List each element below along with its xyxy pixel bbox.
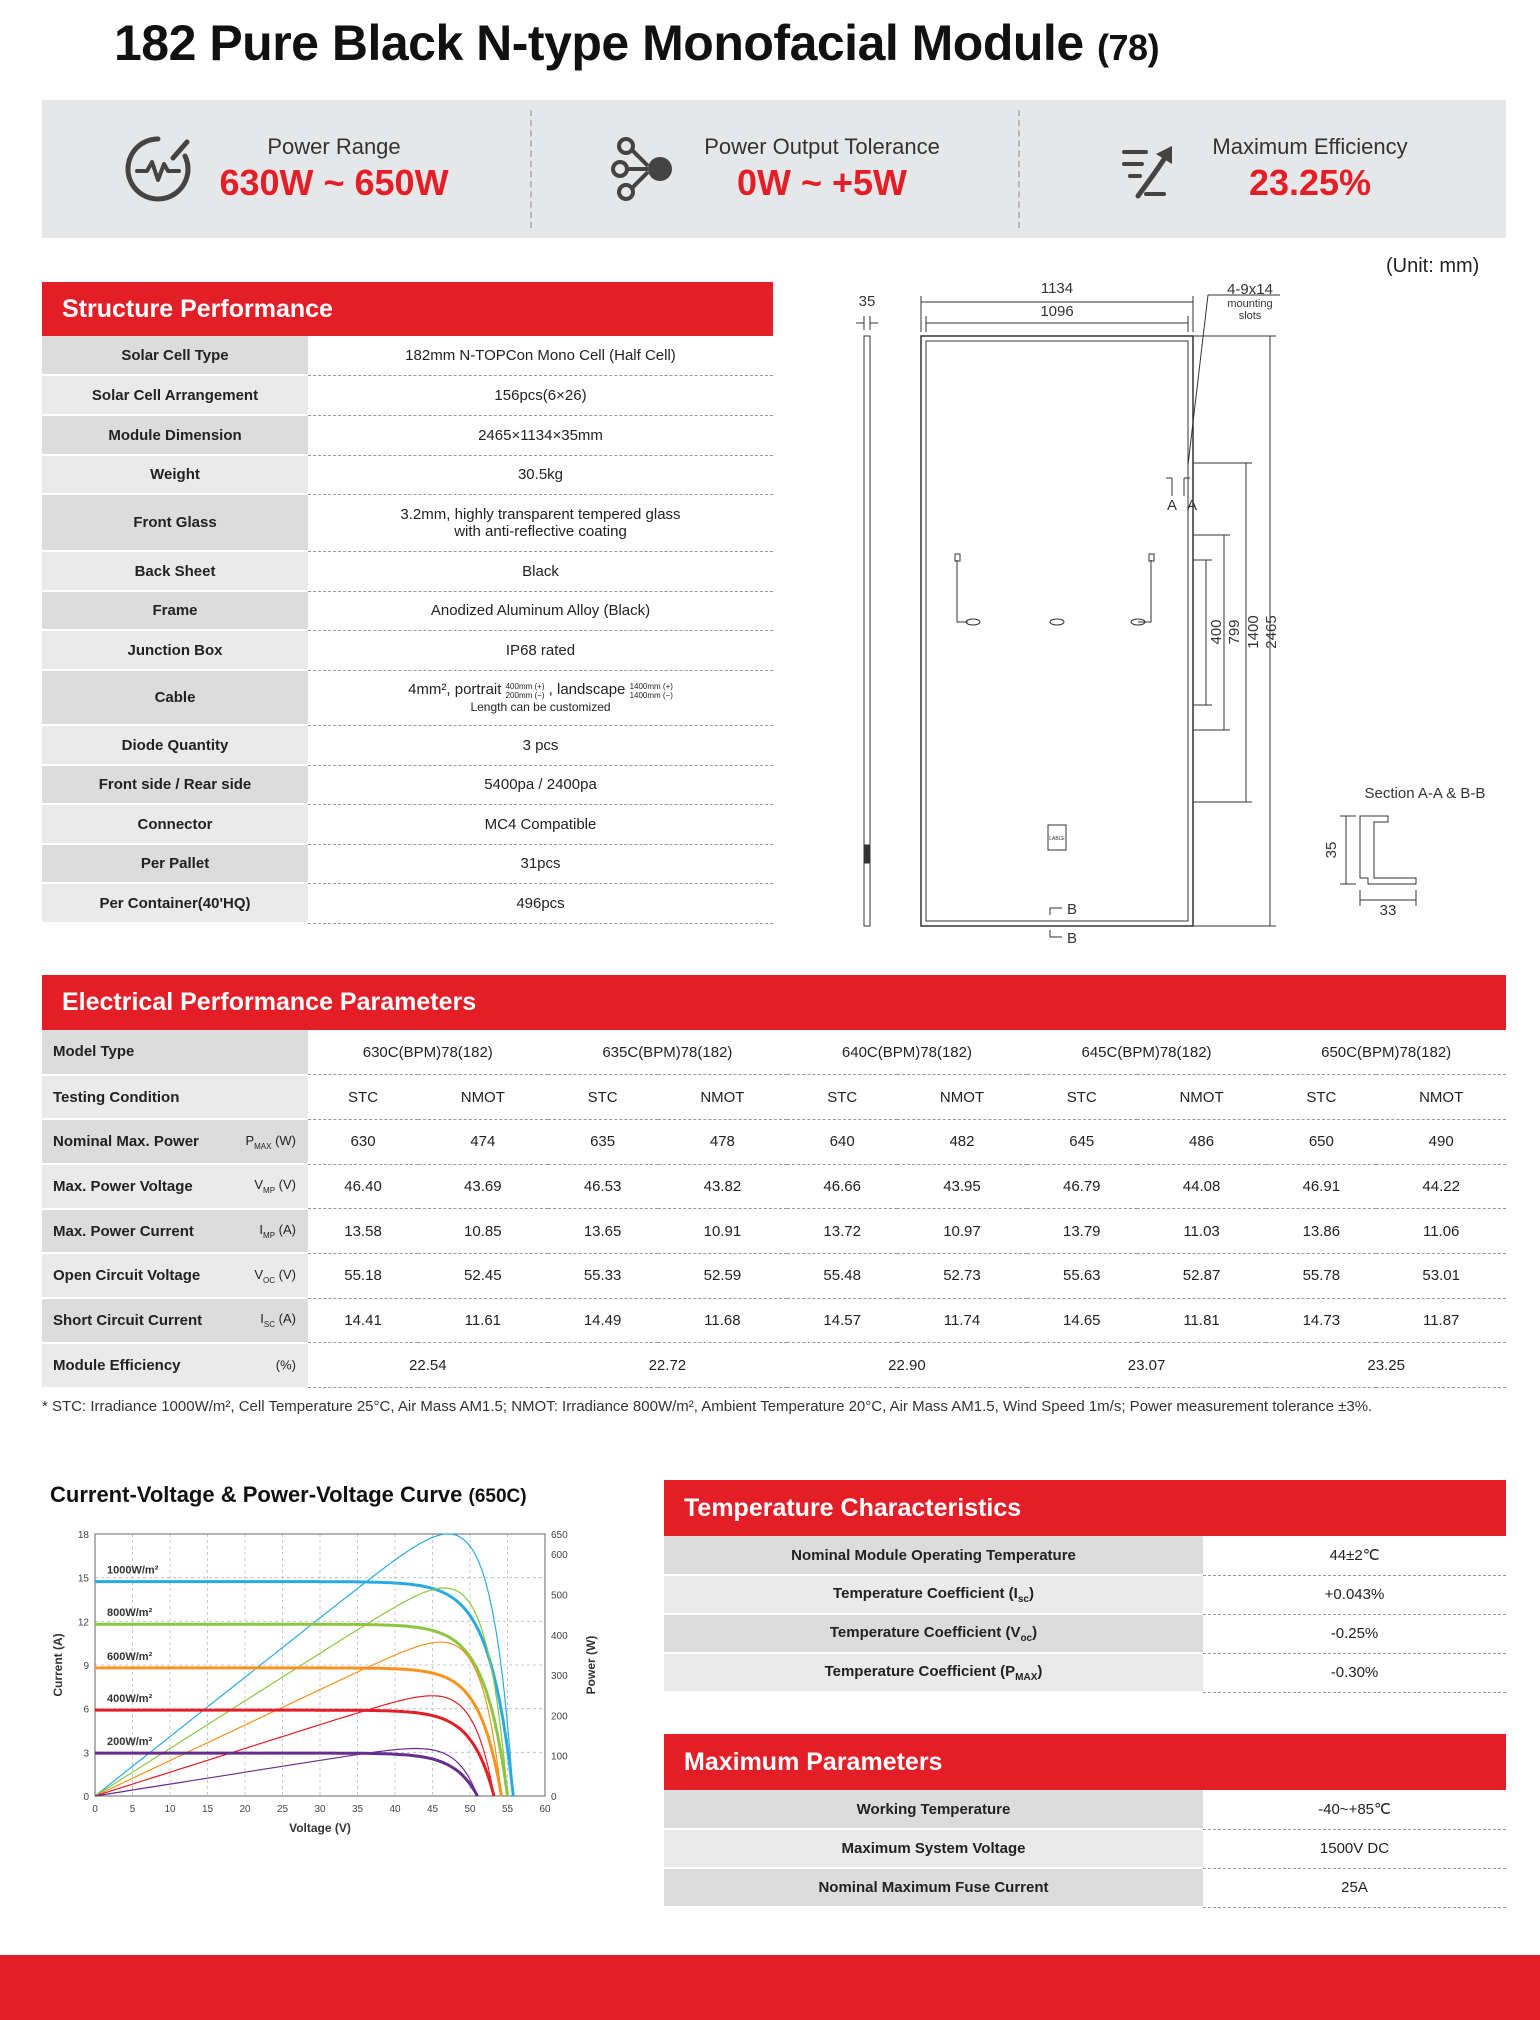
table-row: [664, 1575, 1506, 1614]
symbol-subscript: SC: [263, 1320, 276, 1330]
table-row: [42, 1298, 1506, 1343]
param-value: 43.95: [897, 1164, 1027, 1209]
row-value: -0.25%: [1203, 1614, 1506, 1653]
row-key: Per Container(40'HQ): [42, 883, 308, 923]
cable-length: 1400mm (+): [629, 681, 673, 691]
param-value: 43.82: [658, 1164, 788, 1209]
key-label: ): [1028, 1584, 1034, 1602]
x-tick-label: 60: [539, 1804, 551, 1815]
highlights-bar: [42, 100, 1506, 238]
row-key: Junction Box: [42, 630, 308, 670]
symbol-unit: (W): [271, 1132, 296, 1148]
section-marker-a: A: [1166, 497, 1178, 514]
dim-width-inner: 1096: [1040, 303, 1074, 320]
row-key: Working Temperature: [664, 1790, 1203, 1829]
table-row: [42, 494, 773, 551]
table-row: [42, 630, 773, 670]
row-key: Module Dimension: [42, 415, 308, 455]
y2-tick-label: 650: [551, 1530, 568, 1541]
cond-nmot: NMOT: [418, 1075, 548, 1120]
efficiency-arrow-icon: [1116, 134, 1186, 204]
key-symbol: [260, 1312, 296, 1330]
param-value: 53.01: [1376, 1253, 1506, 1298]
row-value: 156pcs(6×26): [308, 375, 773, 415]
x-tick-label: 50: [464, 1804, 476, 1815]
row-value: 1500V DC: [1203, 1829, 1506, 1868]
highlight-value: 630W ~ 650W: [219, 162, 449, 203]
footnote: * STC: Irradiance 1000W/m², Cell Temperature 25°C, Air Mass AM1.5; NMOT: Irradiance 800W/m², Ambient Temperature 20°C, Air Mass AM1.5, Wind Speed 1m/s; Power measurement tolerance ±3%.: [42, 1398, 1373, 1415]
row-value: -0.30%: [1203, 1653, 1506, 1692]
y-tick-label: 3: [83, 1748, 89, 1760]
param-value: 478: [658, 1119, 788, 1164]
table-row: [42, 1209, 1506, 1254]
row-key: Maximum System Voltage: [664, 1829, 1203, 1868]
cond-nmot: NMOT: [1376, 1075, 1506, 1120]
table-row: [42, 725, 773, 765]
row-value: Anodized Aluminum Alloy (Black): [308, 591, 773, 630]
row-key: Connector: [42, 804, 308, 844]
temperature-table: [664, 1536, 1506, 1693]
row-value: -40~+85℃: [1203, 1790, 1506, 1829]
row-key: [42, 1298, 308, 1343]
param-value: 14.57: [787, 1298, 897, 1343]
y-tick-label: 0: [83, 1792, 89, 1803]
dim-slots: 4-9x14: [1227, 281, 1273, 298]
table-row: [42, 844, 773, 883]
cond-nmot: NMOT: [1137, 1075, 1267, 1120]
dim-400: 400: [1208, 619, 1225, 645]
x-tick-label: 30: [314, 1804, 326, 1815]
row-key: [664, 1575, 1203, 1614]
row-key: Model Type: [42, 1030, 308, 1075]
param-value: 46.91: [1266, 1164, 1376, 1209]
dim-section-height: 35: [1323, 841, 1340, 859]
x-tick-label: 5: [129, 1804, 136, 1815]
cable-text: 4mm², portrait: [408, 681, 502, 699]
row-value: Black: [308, 551, 773, 591]
symbol: I: [259, 1222, 264, 1238]
row-value: IP68 rated: [308, 630, 773, 670]
table-row: [42, 375, 773, 415]
table-row: [42, 804, 773, 844]
row-key: Testing Condition: [42, 1075, 308, 1120]
row-value: MC4 Compatible: [308, 804, 773, 844]
key-subscript: oc: [1020, 1632, 1033, 1644]
series-label: 1000W/m²: [107, 1564, 159, 1577]
efficiency-value: 22.72: [548, 1343, 788, 1388]
row-key: Solar Cell Arrangement: [42, 375, 308, 415]
param-value: 55.78: [1266, 1253, 1376, 1298]
param-value: 11.81: [1137, 1298, 1267, 1343]
connector: [966, 619, 980, 625]
row-key: Front Glass: [42, 494, 308, 551]
x-tick-label: 25: [276, 1804, 289, 1815]
structure-heading: Structure Performance: [42, 282, 773, 336]
param-value: 10.97: [897, 1209, 1027, 1254]
key-label: Open Circuit Voltage: [53, 1267, 201, 1285]
electrical-heading: Electrical Performance Parameters: [42, 975, 1506, 1030]
cable-length: 400mm (+): [505, 681, 545, 691]
table-row: [42, 1075, 1506, 1120]
title-main: 182 Pure Black N-type Monofacial Module: [114, 15, 1084, 71]
key-label: Temperature Coefficient (V: [829, 1623, 1021, 1641]
slots-label: mounting: [1227, 298, 1273, 310]
row-key: Nominal Module Operating Temperature: [664, 1536, 1203, 1575]
x-tick-label: 20: [239, 1804, 251, 1815]
highlight-power-range: [42, 100, 530, 238]
table-row: [664, 1829, 1506, 1868]
key-symbol: [259, 1222, 296, 1240]
power-range-icon: [123, 134, 193, 204]
row-key: Weight: [42, 455, 308, 494]
param-value: 52.59: [658, 1253, 788, 1298]
cable-length: 1400mm (−): [629, 690, 673, 700]
model-name: 630C(BPM)78(182): [308, 1030, 548, 1075]
param-value: 52.87: [1137, 1253, 1267, 1298]
row-value: [308, 670, 773, 725]
symbol-unit: (A): [275, 1222, 296, 1238]
key-label: Nominal Max. Power: [53, 1133, 199, 1151]
param-value: 474: [418, 1119, 548, 1164]
key-unit: (%): [275, 1357, 296, 1373]
param-value: 11.03: [1137, 1209, 1267, 1254]
model-name: 640C(BPM)78(182): [787, 1030, 1027, 1075]
y-axis-label: Current (A): [51, 1633, 65, 1697]
side-profile: [864, 336, 870, 926]
table-row: [664, 1536, 1506, 1575]
row-key: [42, 1343, 308, 1388]
cable-right: [1138, 560, 1151, 622]
highlight-label: Power Output Tolerance: [704, 134, 940, 159]
param-value: 630: [308, 1119, 418, 1164]
x-axis-label: Voltage (V): [289, 1821, 351, 1835]
title-suffix: (78): [1097, 27, 1160, 68]
model-name: 645C(BPM)78(182): [1027, 1030, 1267, 1075]
row-key: Nominal Maximum Fuse Current: [664, 1868, 1203, 1907]
iv-curve-0: [95, 1582, 513, 1796]
param-value: 55.63: [1027, 1253, 1137, 1298]
row-value: 44±2℃: [1203, 1536, 1506, 1575]
key-label: Temperature Coefficient (I: [833, 1584, 1018, 1602]
param-value: 46.40: [308, 1164, 418, 1209]
param-value: 635: [548, 1119, 658, 1164]
label-text: LABLE: [1049, 836, 1065, 842]
x-tick-label: 0: [92, 1804, 98, 1815]
electrical-table: [42, 1030, 1506, 1389]
param-value: 46.53: [548, 1164, 658, 1209]
param-value: 14.49: [548, 1298, 658, 1343]
key-symbol: [245, 1133, 296, 1151]
y2-axis-label: Power (W): [584, 1635, 598, 1695]
symbol-subscript: MP: [263, 1186, 276, 1196]
key-label: Short Circuit Current: [53, 1311, 203, 1329]
highlight-label: Maximum Efficiency: [1212, 134, 1408, 159]
section-marker-a: A: [1186, 497, 1198, 514]
row-value: 496pcs: [308, 883, 773, 923]
row-key: [42, 1164, 308, 1209]
row-key: Per Pallet: [42, 844, 308, 883]
model-name: 635C(BPM)78(182): [548, 1030, 788, 1075]
param-value: 486: [1137, 1119, 1267, 1164]
symbol-subscript: OC: [263, 1275, 276, 1285]
y2-tick-label: 0: [551, 1792, 557, 1803]
param-value: 14.73: [1266, 1298, 1376, 1343]
junction-box: [1149, 554, 1154, 561]
page-title: [114, 14, 1159, 72]
param-value: 52.73: [897, 1253, 1027, 1298]
symbol-subscript: MP: [263, 1230, 276, 1240]
section-marker-b: B: [1066, 930, 1078, 947]
table-row: [664, 1653, 1506, 1692]
x-tick-label: 55: [501, 1804, 514, 1815]
unit-note: (Unit: mm): [1386, 255, 1480, 277]
chart-title-suffix: (650C): [468, 1486, 527, 1507]
dim-width-outer: 1134: [1040, 280, 1074, 297]
table-row: [42, 415, 773, 455]
section-profile: [1360, 816, 1416, 884]
junction-box: [955, 554, 960, 561]
key-symbol: [254, 1178, 296, 1196]
table-row: [42, 1119, 1506, 1164]
efficiency-value: 22.90: [787, 1343, 1027, 1388]
param-value: 13.72: [787, 1209, 897, 1254]
symbol-subscript: MAX: [254, 1141, 272, 1151]
param-value: 13.79: [1027, 1209, 1137, 1254]
maximum-heading: Maximum Parameters: [664, 1734, 1506, 1790]
symbol: V: [254, 1266, 264, 1282]
row-value: 2465×1134×35mm: [308, 415, 773, 455]
module-drawing: [840, 270, 1510, 950]
temperature-heading: Temperature Characteristics: [664, 1480, 1506, 1536]
x-tick-label: 45: [426, 1804, 439, 1815]
cable-length: 200mm (−): [505, 690, 545, 700]
param-value: 55.48: [787, 1253, 897, 1298]
x-tick-label: 35: [351, 1804, 364, 1815]
table-row: [664, 1614, 1506, 1653]
param-value: 490: [1376, 1119, 1506, 1164]
param-value: 14.65: [1027, 1298, 1137, 1343]
dim-1400: 1400: [1245, 615, 1262, 649]
row-value: 31pcs: [308, 844, 773, 883]
cond-stc: STC: [1266, 1075, 1376, 1120]
row-key: Cable: [42, 670, 308, 725]
key-label: Module Efficiency: [53, 1356, 181, 1374]
x-tick-label: 40: [389, 1804, 401, 1815]
value-line: [314, 681, 767, 699]
series-label: 600W/m²: [107, 1650, 153, 1663]
dim-thickness: 35: [858, 293, 876, 310]
param-value: 13.58: [308, 1209, 418, 1254]
param-value: 13.86: [1266, 1209, 1376, 1254]
bottom-band: [0, 1955, 1540, 2020]
symbol-unit: (V): [275, 1177, 296, 1193]
dim-section-width: 33: [1379, 902, 1397, 919]
symbol: P: [245, 1132, 255, 1148]
x-tick-label: 10: [164, 1804, 176, 1815]
highlight-value: 0W ~ +5W: [736, 162, 908, 203]
efficiency-value: 23.07: [1027, 1343, 1267, 1388]
param-value: 46.79: [1027, 1164, 1137, 1209]
value-line: with anti-reflective coating: [454, 522, 627, 540]
key-label: Temperature Coefficient (P: [824, 1662, 1016, 1680]
y2-tick-label: 500: [551, 1590, 568, 1602]
param-value: 46.66: [787, 1164, 897, 1209]
table-row: [42, 455, 773, 494]
efficiency-value: 23.25: [1266, 1343, 1506, 1388]
table-row: [42, 591, 773, 630]
param-value: 645: [1027, 1119, 1137, 1164]
cond-stc: STC: [1027, 1075, 1137, 1120]
param-value: 640: [787, 1119, 897, 1164]
y2-tick-label: 100: [551, 1751, 568, 1763]
highlight-tolerance: [530, 100, 1018, 238]
model-name: 650C(BPM)78(182): [1266, 1030, 1506, 1075]
y2-tick-label: 600: [551, 1550, 568, 1562]
row-value: 25A: [1203, 1868, 1506, 1907]
param-value: 11.68: [658, 1298, 788, 1343]
row-value: 30.5kg: [308, 455, 773, 494]
maximum-table: [664, 1790, 1506, 1908]
param-value: 11.06: [1376, 1209, 1506, 1254]
param-value: 11.87: [1376, 1298, 1506, 1343]
row-key: [664, 1614, 1203, 1653]
row-key: [42, 1119, 308, 1164]
param-value: 52.45: [418, 1253, 548, 1298]
row-value: 3 pcs: [308, 725, 773, 765]
row-key: [42, 1209, 308, 1254]
value-line: 3.2mm, highly transparent tempered glass: [400, 505, 681, 523]
symbol: V: [254, 1177, 264, 1193]
param-value: 55.18: [308, 1253, 418, 1298]
cond-stc: STC: [787, 1075, 897, 1120]
table-row: [42, 551, 773, 591]
panel-inner-frame: [926, 341, 1188, 921]
dim-2465: 2465: [1263, 615, 1280, 649]
param-value: 482: [897, 1119, 1027, 1164]
connector: [1050, 619, 1064, 625]
param-value: 11.61: [418, 1298, 548, 1343]
row-key: [664, 1653, 1203, 1692]
network-nodes-icon: [608, 134, 678, 204]
value-line: Length can be customized: [470, 699, 611, 714]
row-key: Solar Cell Type: [42, 336, 308, 375]
param-value: 10.85: [418, 1209, 548, 1254]
row-value: 182mm N-TOPCon Mono Cell (Half Cell): [308, 336, 773, 375]
table-row: [42, 1030, 1506, 1075]
key-label: Max. Power Voltage: [53, 1177, 193, 1195]
table-row: [42, 670, 773, 725]
param-value: 650: [1266, 1119, 1376, 1164]
cable-text: , landscape: [548, 681, 626, 699]
cable-landscape-lengths: [630, 682, 673, 700]
cond-stc: STC: [548, 1075, 658, 1120]
cable-portrait-lengths: [506, 682, 545, 700]
param-value: 43.69: [418, 1164, 548, 1209]
y2-tick-label: 200: [551, 1711, 568, 1723]
y-tick-label: 9: [83, 1661, 89, 1672]
y-tick-label: 18: [77, 1530, 89, 1541]
row-key: Front side / Rear side: [42, 765, 308, 804]
symbol-unit: (A): [275, 1311, 296, 1327]
key-label: ): [1032, 1623, 1038, 1641]
highlight-efficiency: [1018, 100, 1506, 238]
dim-799: 799: [1226, 619, 1243, 645]
param-value: 10.91: [658, 1209, 788, 1254]
structure-table: [42, 336, 773, 924]
param-value: 13.65: [548, 1209, 658, 1254]
y-tick-label: 15: [77, 1573, 89, 1585]
param-value: 14.41: [308, 1298, 418, 1343]
symbol-unit: (V): [275, 1266, 296, 1282]
table-row: [42, 765, 773, 804]
table-row: [664, 1790, 1506, 1829]
y-tick-label: 6: [83, 1704, 89, 1716]
efficiency-value: 22.54: [308, 1343, 548, 1388]
table-row: [42, 883, 773, 923]
row-key: [42, 1253, 308, 1298]
row-value: [308, 494, 773, 551]
iv-pv-chart: [40, 1516, 620, 1866]
row-value: +0.043%: [1203, 1575, 1506, 1614]
cable-left: [957, 560, 968, 622]
key-subscript: MAX: [1015, 1671, 1038, 1683]
param-value: 44.08: [1137, 1164, 1267, 1209]
key-label: ): [1037, 1662, 1043, 1680]
table-row: [42, 1343, 1506, 1388]
symbol: I: [260, 1311, 264, 1327]
table-row: [42, 1253, 1506, 1298]
param-value: 55.33: [548, 1253, 658, 1298]
x-tick-label: 15: [201, 1804, 214, 1815]
cond-stc: STC: [308, 1075, 418, 1120]
row-key: Frame: [42, 591, 308, 630]
table-row: [664, 1868, 1506, 1907]
section-title: Section A-A & B-B: [1364, 785, 1486, 802]
param-value: 44.22: [1376, 1164, 1506, 1209]
series-label: 200W/m²: [107, 1736, 153, 1749]
chart-title: [50, 1482, 527, 1508]
y2-tick-label: 300: [551, 1671, 568, 1683]
key-label: Max. Power Current: [53, 1222, 194, 1240]
row-key: Diode Quantity: [42, 725, 308, 765]
table-row: [42, 1164, 1506, 1209]
row-key: Back Sheet: [42, 551, 308, 591]
slots-label: slots: [1238, 310, 1262, 322]
table-row: [42, 336, 773, 375]
param-value: 11.74: [897, 1298, 1027, 1343]
series-label: 400W/m²: [107, 1693, 153, 1706]
row-value: 5400pa / 2400pa: [308, 765, 773, 804]
key-symbol: [254, 1267, 296, 1285]
cond-nmot: NMOT: [658, 1075, 788, 1120]
y-tick-label: 12: [77, 1617, 89, 1629]
highlight-label: Power Range: [267, 134, 401, 159]
cond-nmot: NMOT: [897, 1075, 1027, 1120]
section-marker-b: B: [1066, 901, 1078, 918]
side-connector: [864, 845, 870, 863]
series-label: 800W/m²: [107, 1607, 153, 1620]
y2-tick-label: 400: [551, 1630, 568, 1642]
key-subscript: sc: [1017, 1593, 1029, 1605]
chart-title-main: Current-Voltage & Power-Voltage Curve: [50, 1482, 463, 1507]
highlight-value: 23.25%: [1248, 162, 1372, 203]
